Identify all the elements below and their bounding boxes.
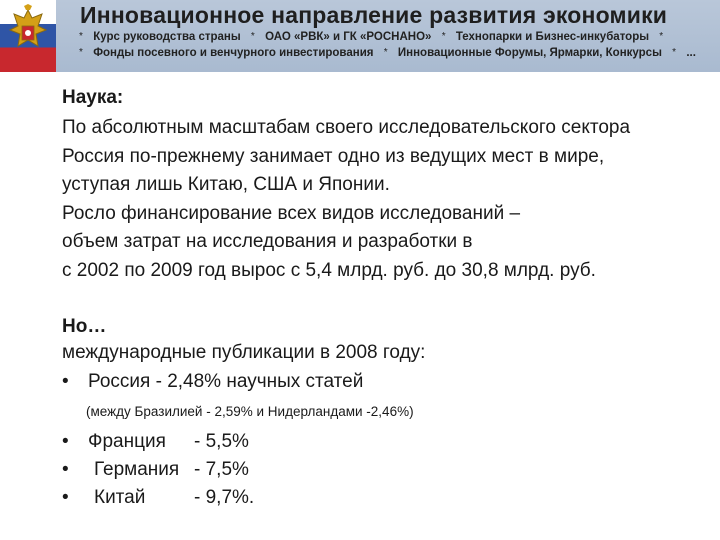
publications-list — [62, 368, 712, 396]
country-share: - 7,5% — [194, 458, 249, 480]
list-item — [62, 428, 712, 456]
separator-star: * — [383, 47, 388, 58]
but-heading: Но… — [62, 316, 107, 337]
header-topics-row-1 — [72, 31, 670, 43]
russia-note: (между Бразилией - 2,59% и Нидерландами -2,46%) — [86, 403, 414, 419]
bullet-icon: • — [62, 486, 69, 508]
country-share: - 9,7%. — [194, 486, 255, 508]
topic-ellipsis: ... — [686, 47, 696, 59]
list-item — [62, 484, 712, 512]
science-line: Росло финансирование всех видов исследований – — [62, 202, 521, 224]
list-item-russia — [62, 368, 712, 396]
science-line: объем затрат на исследования и разработки в — [62, 231, 473, 252]
separator-star: * — [659, 31, 664, 42]
topic-government-course: Курс руководства страны — [93, 31, 241, 43]
country-name: Франция — [88, 430, 166, 452]
topic-forums: Инновационные Форумы, Ярмарки, Конкурсы — [397, 47, 662, 59]
science-line: По абсолютным масштабам своего исследовательского сектора — [62, 117, 631, 138]
topic-technoparks: Технопарки и Бизнес-инкубаторы — [455, 31, 650, 43]
list-item — [62, 456, 712, 484]
slide-body — [62, 86, 712, 512]
separator-star: * — [441, 31, 446, 42]
page-title: Инновационное направление развития экономики — [80, 2, 668, 28]
separator-star: * — [250, 31, 255, 42]
bullet-icon: • — [62, 458, 69, 480]
header-band — [0, 0, 720, 72]
bullet-icon: • — [62, 430, 69, 452]
country-list — [62, 428, 712, 512]
topic-venture-funds: Фонды посевного и венчурного инвестирования — [93, 47, 374, 59]
separator-star: * — [79, 47, 83, 58]
separator-star: * — [672, 47, 677, 58]
russian-flag-emblem — [0, 0, 56, 72]
header-topics-row-2 — [72, 47, 696, 59]
science-line: с 2002 по 2009 год вырос с 5,4 млрд. руб. до 30,8 млрд. руб. — [62, 259, 596, 281]
double-headed-eagle-icon — [6, 4, 50, 64]
topic-rvk-rosnano: ОАО «РВК» и ГК «РОСНАНО» — [265, 31, 432, 43]
country-name: Германия — [94, 458, 180, 480]
separator-star: * — [79, 31, 83, 42]
country-share: - 5,5% — [194, 430, 249, 452]
publications-intro: международные публикации в 2008 году: — [62, 342, 426, 363]
science-line: Россия по-прежнему занимает одно из ведущих мест в мире, — [62, 145, 605, 167]
country-name: Китай — [94, 486, 146, 508]
science-heading: Наука: — [62, 87, 124, 108]
bullet-icon: • — [62, 370, 69, 392]
science-line: уступая лишь Китаю, США и Японии. — [62, 174, 390, 195]
russia-share: Россия - 2,48% научных статей — [88, 370, 364, 392]
